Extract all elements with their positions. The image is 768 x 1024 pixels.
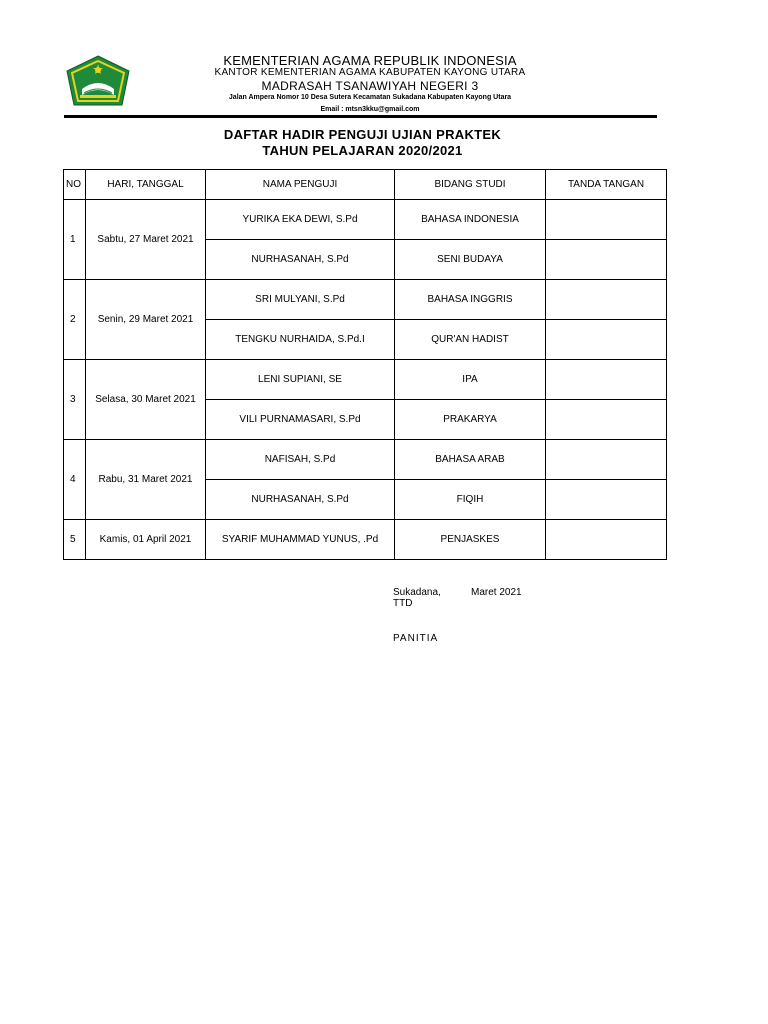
examiner-name: TENGKU NURHAIDA, S.Pd.I — [206, 320, 395, 360]
row-date: Rabu, 31 Maret 2021 — [86, 440, 206, 520]
examiner-name: YURIKA EKA DEWI, S.Pd — [206, 200, 395, 240]
signature-cell — [546, 360, 667, 400]
subject-name: SENI BUDAYA — [395, 240, 546, 280]
row-date: Senin, 29 Maret 2021 — [86, 280, 206, 360]
examiner-name: SYARIF MUHAMMAD YUNUS, .Pd — [206, 520, 395, 560]
examiner-name: NAFISAH, S.Pd — [206, 440, 395, 480]
row-date: Selasa, 30 Maret 2021 — [86, 360, 206, 440]
ministry-emblem-icon — [64, 55, 132, 111]
examiner-name: LENI SUPIANI, SE — [206, 360, 395, 400]
header-email: Email : mtsn3kku@gmail.com — [320, 106, 420, 113]
signature-cell — [546, 320, 667, 360]
table-row — [64, 520, 667, 560]
signature-ttd: TTD — [393, 598, 413, 609]
document-subtitle: TAHUN PELAJARAN 2020/2021 — [262, 143, 463, 158]
subject-name: IPA — [395, 360, 546, 400]
signature-role: PANITIA — [393, 633, 439, 644]
header-divider — [64, 115, 657, 118]
signature-cell — [546, 400, 667, 440]
header-school: MADRASAH TSANAWIYAH NEGERI 3 — [261, 79, 479, 93]
signature-cell — [546, 520, 667, 560]
row-date: Kamis, 01 April 2021 — [86, 520, 206, 560]
subject-name: QUR'AN HADIST — [395, 320, 546, 360]
row-number: 5 — [64, 520, 86, 560]
col-header-no: NO — [64, 170, 86, 200]
table-row — [64, 440, 667, 480]
document-title: DAFTAR HADIR PENGUJI UJIAN PRAKTEK — [223, 127, 502, 142]
col-header-signature: TANDA TANGAN — [546, 170, 667, 200]
signature-cell — [546, 280, 667, 320]
row-date: Sabtu, 27 Maret 2021 — [86, 200, 206, 280]
table-row — [64, 200, 667, 240]
signature-cell — [546, 480, 667, 520]
col-header-subject: BIDANG STUDI — [395, 170, 546, 200]
signature-date: Maret 2021 — [471, 587, 522, 598]
row-number: 3 — [64, 360, 86, 440]
table-header-row — [64, 170, 667, 200]
header-address: Jalan Ampera Nomor 10 Desa Sutera Kecamatan Sukadana Kabupaten Kayong Utara — [228, 94, 512, 101]
header-office: KANTOR KEMENTERIAN AGAMA KABUPATEN KAYONG UTARA — [214, 67, 526, 78]
subject-name: BAHASA ARAB — [395, 440, 546, 480]
attendance-table — [63, 169, 667, 560]
row-number: 2 — [64, 280, 86, 360]
signature-cell — [546, 200, 667, 240]
examiner-name: NURHASANAH, S.Pd — [206, 240, 395, 280]
table-row — [64, 360, 667, 400]
signature-cell — [546, 240, 667, 280]
col-header-examiner: NAMA PENGUJI — [206, 170, 395, 200]
row-number: 1 — [64, 200, 86, 280]
subject-name: PRAKARYA — [395, 400, 546, 440]
row-number: 4 — [64, 440, 86, 520]
signature-place: Sukadana, — [393, 587, 441, 598]
examiner-name: NURHASANAH, S.Pd — [206, 480, 395, 520]
subject-name: BAHASA INDONESIA — [395, 200, 546, 240]
col-header-date: HARI, TANGGAL — [86, 170, 206, 200]
subject-name: FIQIH — [395, 480, 546, 520]
header-ministry: KEMENTERIAN AGAMA REPUBLIK INDONESIA — [223, 53, 517, 68]
subject-name: PENJASKES — [395, 520, 546, 560]
subject-name: BAHASA INGGRIS — [395, 280, 546, 320]
signature-cell — [546, 440, 667, 480]
examiner-name: VILI PURNAMASARI, S.Pd — [206, 400, 395, 440]
table-row — [64, 280, 667, 320]
examiner-name: SRI MULYANI, S.Pd — [206, 280, 395, 320]
